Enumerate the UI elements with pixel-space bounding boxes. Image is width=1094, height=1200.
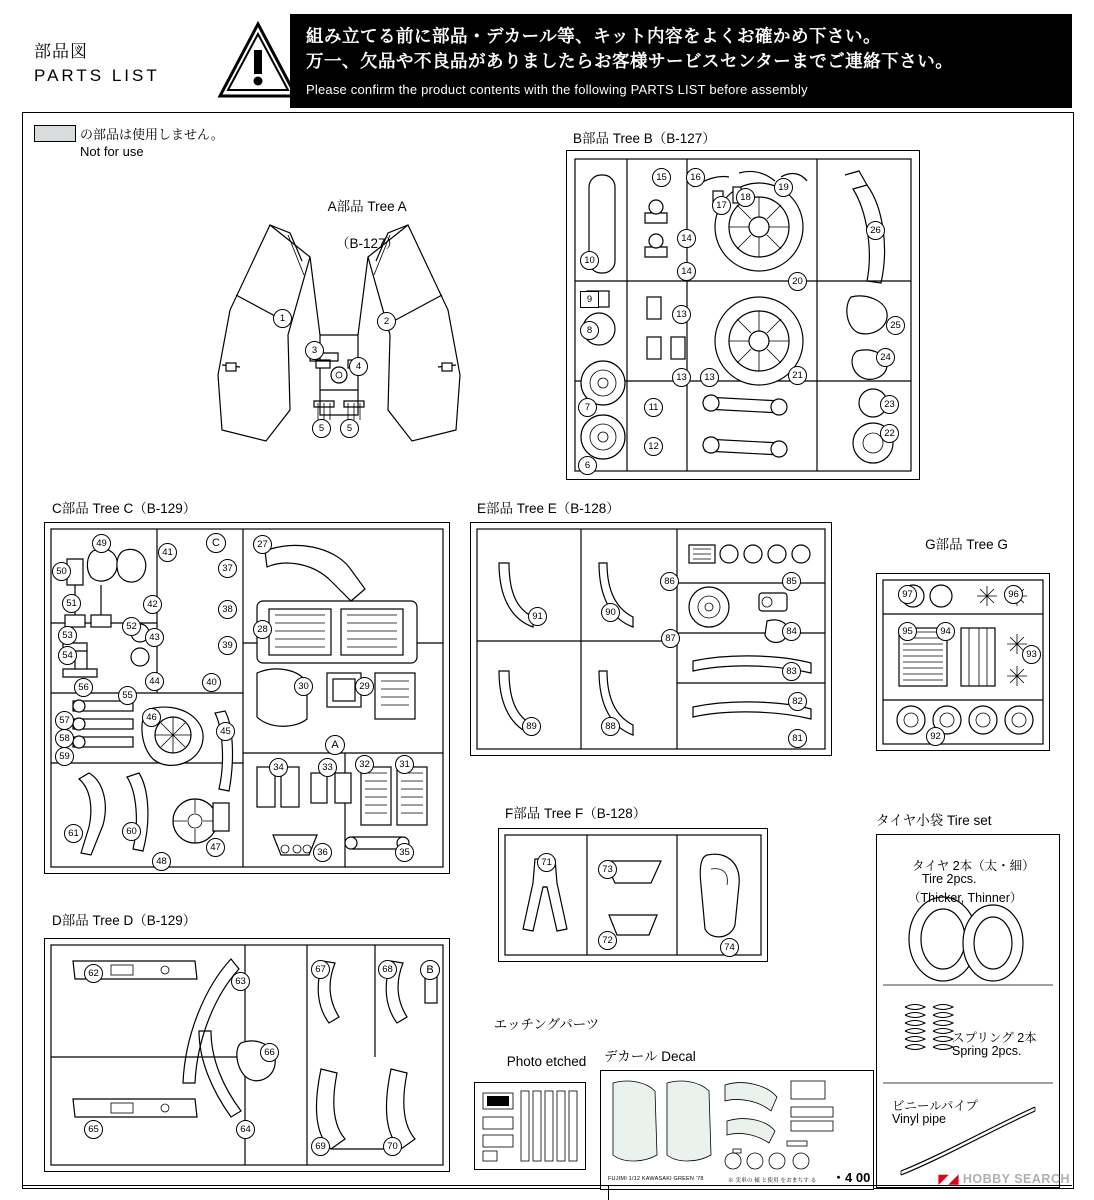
part-number-bubble: 30 <box>294 677 313 696</box>
part-number-bubble: 93 <box>1022 645 1041 664</box>
tree-a-label-code: （B-127） <box>335 235 400 251</box>
part-number-bubble: 62 <box>84 964 103 983</box>
part-number-bubble: 52 <box>122 617 141 636</box>
spring-label-jp: スプリング 2本 <box>952 1031 1037 1045</box>
legend-text-en: Not for use <box>80 144 144 159</box>
part-number-bubble: 65 <box>84 1120 103 1139</box>
part-number-bubble: 31 <box>395 755 414 774</box>
part-number-bubble: 88 <box>601 717 620 736</box>
part-number-bubble: 34 <box>269 758 288 777</box>
part-number-bubble: 24 <box>876 348 895 367</box>
warning-triangle-icon <box>218 20 298 102</box>
part-number-bubble: 91 <box>528 607 547 626</box>
part-number-bubble: 14 <box>677 262 696 281</box>
hobby-search-watermark <box>939 1171 1070 1186</box>
legend-not-for-use <box>34 124 264 159</box>
part-number-bubble: 83 <box>782 662 801 681</box>
tree-f-label: F部品 Tree F（B-128） <box>505 806 647 821</box>
hobby-search-text: HOBBY SEARCH <box>962 1172 1070 1186</box>
part-number-bubble: 17 <box>712 196 731 215</box>
part-number-bubble: 70 <box>383 1137 402 1156</box>
part-number-bubble: 13 <box>672 305 691 324</box>
part-number-bubble: 16 <box>686 168 705 187</box>
tree-tag-a: A <box>325 735 345 755</box>
part-number-bubble: 7 <box>578 398 597 417</box>
part-number-bubble: 13 <box>672 368 691 387</box>
part-number-bubble: 25 <box>886 316 905 335</box>
part-number-bubble: 61 <box>64 824 83 843</box>
part-number-bubble: 27 <box>253 535 272 554</box>
part-number-bubble: 57 <box>55 711 74 730</box>
page-title-en: PARTS LIST <box>34 65 160 85</box>
hobby-search-mark: ◤◢ <box>938 1172 959 1186</box>
part-number-bubble: 8 <box>580 321 599 340</box>
part-number-bubble: 73 <box>598 860 617 879</box>
part-number-bubble: 58 <box>55 729 74 748</box>
part-number-bubble: 49 <box>92 534 111 553</box>
part-number-bubble: 64 <box>236 1120 255 1139</box>
part-number-bubble: 12 <box>644 437 663 456</box>
part-number-bubble: 45 <box>216 722 235 741</box>
tree-tag-c: C <box>206 533 226 553</box>
part-number-bubble: 86 <box>660 572 679 591</box>
part-number-bubble: 19 <box>774 178 793 197</box>
part-number-bubble: 87 <box>661 629 680 648</box>
decal-label: デカール Decal <box>604 1049 696 1064</box>
part-number-bubble: 72 <box>598 931 617 950</box>
part-number-bubble: 5 <box>312 419 331 438</box>
tire-label-en2: （Thicker, Thinner） <box>908 891 1023 905</box>
part-number-bubble: 18 <box>736 188 755 207</box>
part-number-bubble: 60 <box>122 822 141 841</box>
part-number-bubble: 29 <box>355 677 374 696</box>
header-title-block <box>22 14 207 108</box>
part-number-bubble: 96 <box>1004 585 1023 604</box>
part-number-bubble: 51 <box>62 594 81 613</box>
part-number-bubble: 81 <box>788 729 807 748</box>
tree-a-label-jp: A部品 Tree A <box>327 199 407 215</box>
part-number-bubble: 41 <box>158 543 177 562</box>
tire-label-jp: タイヤ 2本（太・細） <box>912 859 1035 873</box>
part-number-bubble: 68 <box>378 960 397 979</box>
tree-a-sprue <box>170 215 500 460</box>
tree-e-label: E部品 Tree E（B-128） <box>477 501 620 516</box>
part-number-bubble: 33 <box>318 758 337 777</box>
part-number-bubble: 15 <box>652 168 671 187</box>
header-notice <box>290 14 1072 108</box>
tree-d-label: D部品 Tree D（B-129） <box>52 913 197 928</box>
part-number-bubble: 47 <box>206 838 225 857</box>
page-title-jp: 部品図 <box>34 41 88 61</box>
part-number-bubble: 94 <box>936 622 955 641</box>
part-number-bubble: 69 <box>311 1137 330 1156</box>
part-number-bubble: 46 <box>142 708 161 727</box>
part-number-bubble: 13 <box>700 368 719 387</box>
pipe-label-en: Vinyl pipe <box>892 1112 946 1126</box>
decal-fine-print-2: ※ 実車の 傾 と使用 をおまちす る <box>728 1178 817 1184</box>
part-number-bubble: 36 <box>313 843 332 862</box>
part-number-bubble: 28 <box>253 620 272 639</box>
part-number-bubble: 43 <box>145 628 164 647</box>
tree-b-label: B部品 Tree B（B-127） <box>573 131 716 146</box>
part-number-bubble: 37 <box>218 559 237 578</box>
part-number-bubble: 14 <box>677 229 696 248</box>
part-number-bubble: 38 <box>218 600 237 619</box>
part-number-bubble: 56 <box>74 678 93 697</box>
part-number-bubble: 89 <box>522 717 541 736</box>
part-number-bubble: 20 <box>788 272 807 291</box>
decal-price: ・4 00 <box>832 1170 871 1185</box>
part-number-box: 9 <box>580 291 599 308</box>
footer-bar <box>22 1185 1072 1200</box>
part-number-bubble: 82 <box>788 692 807 711</box>
part-number-bubble: 84 <box>782 622 801 641</box>
part-number-bubble: 39 <box>218 636 237 655</box>
part-number-bubble: 32 <box>355 755 374 774</box>
part-number-bubble: 26 <box>866 221 885 240</box>
part-number-bubble: 66 <box>260 1043 279 1062</box>
part-number-bubble: 71 <box>537 853 556 872</box>
part-number-bubble: 40 <box>202 673 221 692</box>
part-number-bubble: 54 <box>58 646 77 665</box>
part-number-bubble: 23 <box>880 395 899 414</box>
header <box>22 14 1072 108</box>
decal-fine-print-1: FUJIMI 1/12 KAWASAKI GREEN '78 <box>608 1176 704 1182</box>
part-number-bubble: 42 <box>143 595 162 614</box>
etched-label-en1: Photo etched <box>506 1053 587 1069</box>
part-number-bubble: 5 <box>340 419 359 438</box>
part-number-bubble: 92 <box>926 727 945 746</box>
legend-swatch <box>34 125 76 142</box>
part-number-bubble: 3 <box>305 341 324 360</box>
notice-line-1: 組み立てる前に部品・デカール等、キット内容をよくお確かめ下さい。 <box>306 26 881 46</box>
part-number-bubble: 97 <box>898 585 917 604</box>
part-number-bubble: 59 <box>55 747 74 766</box>
part-number-bubble: 10 <box>580 251 599 270</box>
tree-c-label: C部品 Tree C（B-129） <box>52 501 197 516</box>
part-number-bubble: 11 <box>644 398 663 417</box>
footer-divider <box>608 1186 609 1200</box>
etched-parts-sheet <box>474 1082 586 1170</box>
tree-g-label-jp: G部品 Tree G <box>925 537 1008 553</box>
part-number-bubble: 2 <box>377 312 396 331</box>
part-number-bubble: 95 <box>898 622 917 641</box>
tire-label-en1: Tire 2pcs. <box>922 872 977 886</box>
part-number-bubble: 4 <box>349 357 368 376</box>
part-number-bubble: 44 <box>145 672 164 691</box>
part-number-bubble: 22 <box>880 424 899 443</box>
part-number-bubble: 6 <box>578 456 597 475</box>
part-number-bubble: 50 <box>52 562 71 581</box>
part-number-bubble: 1 <box>273 309 292 328</box>
part-number-bubble: 85 <box>782 572 801 591</box>
etched-label-jp: エッチングパーツ <box>493 1017 600 1033</box>
part-number-bubble: 74 <box>720 938 739 957</box>
tree-tag-b: B <box>420 960 440 980</box>
part-number-bubble: 90 <box>601 603 620 622</box>
notice-line-3: Please confirm the product contents with the following PARTS LIST before assembly <box>306 81 808 97</box>
notice-line-2: 万一、欠品や不良品がありましたらお客様サービスセンターまでご連絡下さい。 <box>306 51 954 72</box>
part-number-bubble: 35 <box>395 843 414 862</box>
legend-text-jp: の部品は使用しません。 <box>80 127 224 142</box>
pipe-label-jp: ビニールパイプ <box>892 1099 979 1113</box>
tree-c-frame <box>44 522 450 874</box>
part-number-bubble: 48 <box>152 852 171 871</box>
part-number-bubble: 63 <box>231 972 250 991</box>
part-number-bubble: 67 <box>311 960 330 979</box>
spring-label-en: Spring 2pcs. <box>952 1044 1022 1058</box>
part-number-bubble: 55 <box>118 686 137 705</box>
tire-set-title: タイヤ小袋 Tire set <box>876 813 992 828</box>
part-number-bubble: 53 <box>58 626 77 645</box>
part-number-bubble: 21 <box>788 366 807 385</box>
